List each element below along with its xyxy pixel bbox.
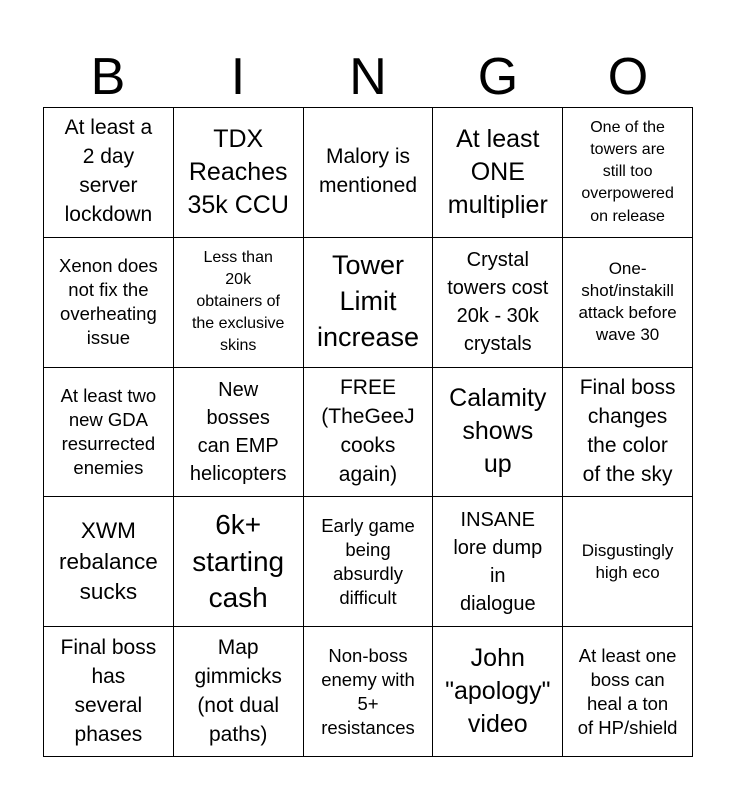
bingo-cell-r4c5[interactable]	[563, 497, 693, 627]
cell-text: Less than 20k obtainers of the exclusive skins	[191, 249, 285, 355]
bingo-cell-r3c5[interactable]	[563, 368, 693, 498]
header-letter-o: O	[607, 48, 649, 106]
cell-text: Early game being absurdly difficult	[321, 514, 415, 608]
cell-text: INSANE lore dump in dialogue	[453, 508, 543, 615]
cell-text: Xenon does not fix the overheating issue	[59, 255, 158, 349]
bingo-cell-r1c1[interactable]	[44, 108, 174, 238]
header-letter-n: N	[349, 48, 387, 106]
bingo-cell-r5c2[interactable]	[174, 627, 304, 757]
bingo-header	[43, 48, 693, 106]
bingo-cell-r2c2[interactable]	[174, 238, 304, 368]
cell-text: At least a 2 day server lockdown	[64, 116, 153, 227]
cell-text: Tower Limit increase	[316, 250, 420, 353]
cell-text: Final boss has several phases	[60, 635, 157, 746]
bingo-cell-r2c1[interactable]	[44, 238, 174, 368]
bingo-cell-r5c1[interactable]	[44, 627, 174, 757]
cell-text: Final boss changes the color of the sky	[579, 376, 676, 486]
bingo-cell-r5c3[interactable]	[304, 627, 434, 757]
cell-text: Malory is mentioned	[318, 145, 418, 198]
cell-text: 6k+ starting cash	[192, 509, 285, 613]
bingo-board	[43, 107, 693, 757]
bingo-cell-r3c2[interactable]	[174, 368, 304, 498]
bingo-cell-r3c3[interactable]	[304, 368, 434, 498]
cell-text: At least one boss can heal a ton of HP/shield	[577, 644, 678, 738]
cell-text: New bosses can EMP helicopters	[189, 378, 287, 485]
cell-text: FREE (TheGeeJ cooks again)	[321, 376, 415, 486]
cell-text: TDX Reaches 35k CCU	[187, 124, 289, 219]
bingo-cell-r2c5[interactable]	[563, 238, 693, 368]
bingo-cell-r1c5[interactable]	[563, 108, 693, 238]
cell-text: One- shot/instakill attack before wave 30	[578, 259, 677, 345]
bingo-cell-r4c2[interactable]	[174, 497, 304, 627]
cell-text: John "apology" video	[445, 644, 551, 739]
bingo-cell-r3c4[interactable]	[433, 368, 563, 498]
bingo-cell-r1c3[interactable]	[304, 108, 434, 238]
cell-text: Calamity shows up	[449, 384, 547, 479]
bingo-cell-r1c4[interactable]	[433, 108, 563, 238]
bingo-cell-r5c5[interactable]	[563, 627, 693, 757]
cell-text: XWM rebalance sucks	[58, 518, 158, 604]
header-letter-b: B	[90, 48, 126, 106]
cell-text: Non-boss enemy with 5+ resistances	[321, 644, 415, 738]
cell-text: At least two new GDA resurrected enemies	[60, 384, 157, 479]
bingo-cell-r1c2[interactable]	[174, 108, 304, 238]
cell-text: Disgustingly high eco	[581, 540, 674, 582]
bingo-cell-r3c1[interactable]	[44, 368, 174, 498]
cell-text: One of the towers are still too overpowered on release	[581, 119, 674, 225]
bingo-cell-r4c1[interactable]	[44, 497, 174, 627]
bingo-cell-r4c3[interactable]	[304, 497, 434, 627]
bingo-cell-r5c4[interactable]	[433, 627, 563, 757]
bingo-cell-r2c4[interactable]	[433, 238, 563, 368]
cell-text: Crystal towers cost 20k - 30k crystals	[447, 249, 549, 356]
header-letter-g: G	[477, 48, 519, 106]
bingo-cell-r4c4[interactable]	[433, 497, 563, 627]
bingo-cell-r2c3[interactable]	[304, 238, 434, 368]
cell-text: Map gimmicks (not dual paths)	[194, 635, 282, 746]
header-letter-i: I	[230, 48, 246, 106]
cell-text: At least ONE multiplier	[447, 124, 548, 219]
